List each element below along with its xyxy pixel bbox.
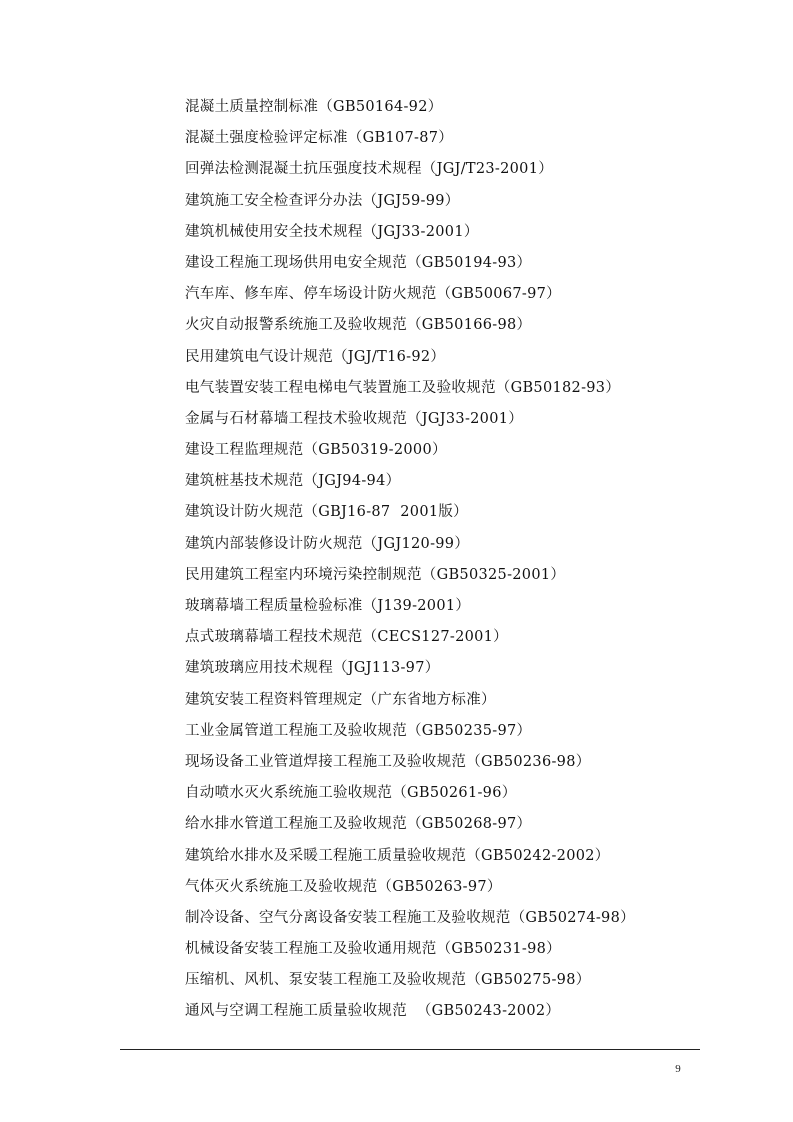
standard-item: 建筑玻璃应用技术规程（JGJ113-97） bbox=[185, 660, 440, 677]
footer-divider bbox=[120, 1049, 700, 1050]
standard-item: 工业金属管道工程施工及验收规范（GB50235-97） bbox=[185, 722, 532, 739]
standard-item: 建设工程施工现场供用电安全规范（GB50194-93） bbox=[185, 254, 532, 271]
page-number: 9 bbox=[675, 1063, 681, 1075]
standard-item: 建筑内部装修设计防火规范（JGJ120-99） bbox=[185, 535, 470, 552]
standard-item: 电气装置安装工程电梯电气装置施工及验收规范（GB50182-93） bbox=[185, 379, 621, 396]
standard-item: 建筑安装工程资料管理规定（广东省地方标准） bbox=[185, 691, 496, 708]
standard-item: 混凝土强度检验评定标准（GB107-87） bbox=[185, 130, 454, 147]
standard-item: 通风与空调工程施工质量验收规范 （GB50243-2002） bbox=[185, 1003, 561, 1020]
standard-item: 自动喷水灭火系统施工验收规范（GB50261-96） bbox=[185, 785, 517, 802]
standard-item: 制冷设备、空气分离设备安装工程施工及验收规范（GB50274-98） bbox=[185, 909, 635, 926]
standard-item: 压缩机、风机、泵安装工程施工及验收规范（GB50275-98） bbox=[185, 972, 591, 989]
standard-item: 给水排水管道工程施工及验收规范（GB50268-97） bbox=[185, 816, 532, 833]
standards-list bbox=[185, 92, 745, 1028]
standard-item: 现场设备工业管道焊接工程施工及验收规范（GB50236-98） bbox=[185, 753, 591, 770]
standard-item: 建筑桩基技术规范（JGJ94-94） bbox=[185, 473, 401, 490]
standard-item: 建筑机械使用安全技术规程（JGJ33-2001） bbox=[185, 223, 479, 240]
standard-item: 建筑给水排水及采暖工程施工质量验收规范（GB50242-2002） bbox=[185, 847, 610, 864]
standard-item: 点式玻璃幕墙工程技术规范（CECS127-2001） bbox=[185, 629, 508, 646]
standard-item: 气体灭火系统施工及验收规范（GB50263-97） bbox=[185, 878, 502, 895]
standard-item: 混凝土质量控制标准（GB50164-92） bbox=[185, 99, 443, 115]
standard-item: 机械设备安装工程施工及验收通用规范（GB50231-98） bbox=[185, 941, 561, 958]
standard-item: 金属与石材幕墙工程技术验收规范（JGJ33-2001） bbox=[185, 410, 524, 427]
standard-item: 民用建筑电气设计规范（JGJ/T16-92） bbox=[185, 348, 446, 365]
standard-item: 回弹法检测混凝土抗压强度技术规程（JGJ/T23-2001） bbox=[185, 161, 554, 178]
standard-item: 玻璃幕墙工程质量检验标准（J139-2001） bbox=[185, 598, 471, 614]
standard-item: 汽车库、修车库、停车场设计防火规范（GB50067-97） bbox=[185, 286, 561, 303]
standard-item: 建设工程监理规范（GB50319-2000） bbox=[185, 442, 447, 459]
standard-item: 民用建筑工程室内环境污染控制规范（GB50325-2001） bbox=[185, 566, 566, 583]
standard-item: 建筑设计防火规范（GBJ16-87 2001版） bbox=[185, 504, 468, 521]
standard-item: 建筑施工安全检查评分办法（JGJ59-99） bbox=[185, 192, 460, 209]
standard-item: 火灾自动报警系统施工及验收规范（GB50166-98） bbox=[185, 317, 532, 334]
